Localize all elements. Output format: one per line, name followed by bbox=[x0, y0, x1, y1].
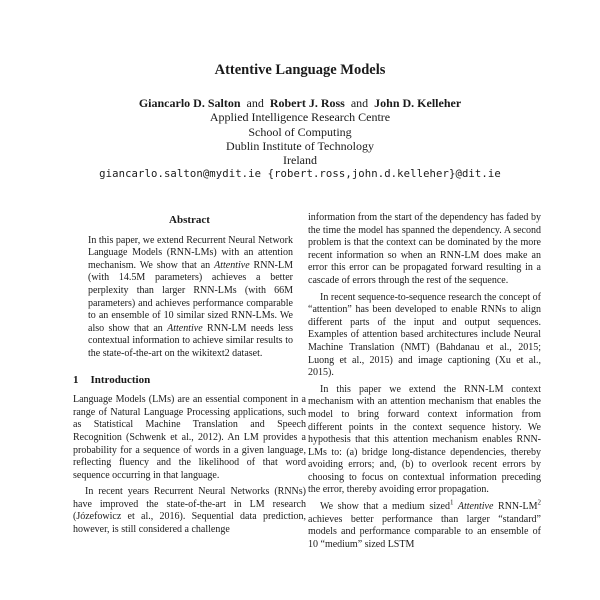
body-paragraph: In this paper we extend the RNN-LM context mechanism with an attention mechanism that enables the model to bring forward context information from different points in the context sequence history. We hypothesis that this attention mechanism enables RNN-LMs to: (a) bridge long-distance dependencies, thereby avoiding errors; and, (b) to overlook recent errors by choosing to focus on contextual information preceding the error, thereby avoiding error propagation. bbox=[308, 383, 541, 496]
abstract-text: In this paper, we extend Recurrent Neural Network Language Models (RNN-LMs) with an attention mechanism. We show that an Attentive RNN-LM (with 14.5M parameters) achieves a better perplexity than larger RNN-LMs (with 66M parameters) and achieves performance comparable to an ensemble of 10 similar sized RNN-LMs. We also show that an Attentive RNN-LM needs less contextual information to achieve similar results to the state-of-the-art on the wikitext2 dataset. bbox=[88, 234, 294, 359]
author-separator: and bbox=[350, 96, 369, 110]
affiliation-line: Applied Intelligence Research Centre bbox=[209, 110, 391, 125]
affiliation-line: Ireland bbox=[283, 153, 317, 168]
intro-paragraph: Language Models (LMs) are an essential component in a range of Natural Language Processing applications, such as Statistical Machine Translation and Speech Recognition (Schwenk et al., 2012). An LM provides a probability for a sequence of words in a given language, reflecting fluency and the likelihood of that word sequence occurring in that language. bbox=[73, 394, 306, 481]
footnote-marker: 2 bbox=[537, 498, 541, 507]
body-paragraph: In recent sequence-to-sequence research the concept of “attention” has been developed to enable RNNs to align different parts of the input and output sequences. Examples of attention based architectures include Neural Machine Translation (NMT) (Bahdanau et al., 2015; Luong et al., 2015) and image captioning (Xu et al., 2015). bbox=[308, 291, 541, 379]
section-number: 1 bbox=[73, 373, 79, 386]
body-paragraph: We show that a medium sized$^1$ Attentive RNN-$LM^2$ achieves better performance than larger “standard” models and performance comparable to an ensemble of 10 “medium” sized LSTM bbox=[308, 498, 541, 550]
author-name: Robert J. Ross bbox=[269, 96, 345, 110]
footnote-marker: 1 bbox=[449, 498, 454, 507]
section-heading-introduction bbox=[73, 374, 306, 387]
affiliation-line: School of Computing bbox=[248, 124, 352, 139]
section-title: Introduction bbox=[90, 373, 151, 386]
left-column bbox=[73, 212, 306, 541]
abstract-heading: Abstract bbox=[169, 214, 210, 226]
author-name: Giancarlo D. Salton bbox=[138, 96, 241, 110]
right-column bbox=[308, 212, 541, 555]
author-name: John D. Kelleher bbox=[374, 96, 462, 110]
author-block bbox=[0, 96, 600, 182]
author-emails: giancarlo.salton@mydit.ie {robert.ross,john.d.kelleher}@dit.ie bbox=[99, 168, 501, 181]
author-names bbox=[0, 96, 600, 110]
intro-paragraph: In recent years Recurrent Neural Networks (RNNs) have improved the state-of-the-art in LM research (Józefowicz et al., 2016). Sequential data prediction, however, is still considered a challenge bbox=[73, 486, 306, 536]
paper-title: Attentive Language Models bbox=[214, 62, 386, 78]
author-separator: and bbox=[246, 96, 264, 110]
body-paragraph: information from the start of the dependency has faded by the time the model has spanned the dependency. A second problem is that the context can be dominated by the more recent information so when an RNN-LM does make an error this error can be propagated forward resulting in a cascade of errors through the rest of the sequence. bbox=[308, 212, 541, 286]
affiliation-line: Dublin Institute of Technology bbox=[226, 138, 374, 153]
